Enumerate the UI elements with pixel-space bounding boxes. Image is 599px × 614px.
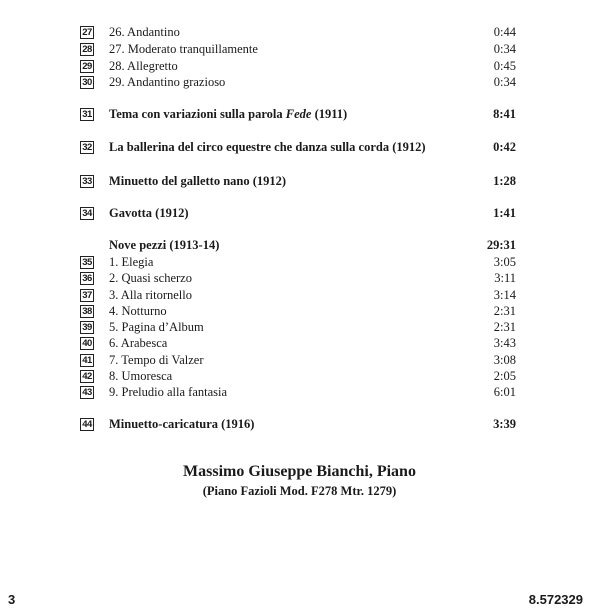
track-number-box: 41 bbox=[80, 354, 94, 367]
track-title: 9. Preludio alla fantasia bbox=[109, 385, 228, 399]
track-duration: 3:05 bbox=[493, 255, 516, 269]
track-title: 29. Andantino grazioso bbox=[109, 75, 226, 89]
track-row bbox=[80, 304, 516, 321]
track-number-box: 35 bbox=[80, 256, 94, 269]
track-row bbox=[80, 174, 516, 191]
track-number-box: 39 bbox=[80, 321, 94, 334]
track-title-prefix: Tema con variazioni sulla parola bbox=[109, 107, 286, 121]
track-row bbox=[80, 206, 516, 223]
track-duration: 3:39 bbox=[493, 417, 516, 431]
track-row bbox=[80, 271, 516, 288]
work-title: Nove pezzi (1913-14) bbox=[109, 238, 220, 252]
track-duration: 3:43 bbox=[493, 336, 516, 350]
track-title: 1. Elegia bbox=[109, 255, 154, 269]
work-total-duration: 29:31 bbox=[486, 238, 516, 252]
track-number-box: 37 bbox=[80, 289, 94, 302]
track-title: 3. Alla ritornello bbox=[109, 288, 192, 302]
track-number-box: 44 bbox=[80, 418, 94, 431]
track-row bbox=[80, 255, 516, 272]
track-number-box: 32 bbox=[80, 141, 94, 154]
track-title-italic: Fede bbox=[285, 107, 312, 121]
track-number-box: 31 bbox=[80, 108, 94, 121]
instrument-credit: (Piano Fazioli Mod. F278 Mtr. 1279) bbox=[202, 484, 397, 498]
track-duration: 3:11 bbox=[494, 271, 516, 285]
track-row bbox=[80, 288, 516, 305]
track-number-box: 28 bbox=[80, 43, 94, 56]
track-number-box: 30 bbox=[80, 76, 94, 89]
track-duration: 0:44 bbox=[493, 25, 516, 39]
track-number-box: 38 bbox=[80, 305, 94, 318]
track-duration: 2:05 bbox=[493, 369, 516, 383]
track-row bbox=[80, 320, 516, 337]
track-duration: 1:41 bbox=[493, 206, 516, 220]
track-duration: 3:14 bbox=[493, 288, 516, 302]
track-title: 28. Allegretto bbox=[109, 59, 178, 73]
track-number-box: 42 bbox=[80, 370, 94, 383]
track-number-box: 40 bbox=[80, 337, 94, 350]
track-duration: 0:34 bbox=[493, 42, 516, 56]
track-title: Minuetto-caricatura (1916) bbox=[109, 417, 255, 431]
track-title: 5. Pagina d’Album bbox=[109, 320, 204, 334]
track-title: 2. Quasi scherzo bbox=[109, 271, 192, 285]
performer-credit: Massimo Giuseppe Bianchi, Piano bbox=[183, 463, 416, 480]
track-title-suffix: (1911) bbox=[311, 107, 348, 121]
track-row bbox=[80, 25, 516, 42]
track-duration: 1:28 bbox=[493, 174, 516, 188]
track-duration: 3:08 bbox=[493, 353, 516, 367]
track-row bbox=[80, 336, 516, 353]
track-row bbox=[80, 369, 516, 386]
track-row bbox=[80, 59, 516, 76]
track-number-box: 36 bbox=[80, 272, 94, 285]
track-row bbox=[80, 42, 516, 59]
track-row bbox=[80, 353, 516, 370]
track-duration: 0:45 bbox=[493, 59, 516, 73]
track-number-box: 33 bbox=[80, 175, 94, 188]
track-duration: 8:41 bbox=[493, 107, 516, 121]
track-title: Minuetto del galletto nano (1912) bbox=[109, 174, 287, 188]
track-title: 27. Moderato tranquillamente bbox=[109, 42, 258, 56]
track-duration: 2:31 bbox=[493, 304, 516, 318]
track-title: 6. Arabesca bbox=[109, 336, 168, 350]
track-duration: 2:31 bbox=[493, 320, 516, 334]
track-title: 26. Andantino bbox=[109, 25, 180, 39]
track-number-box: 27 bbox=[80, 26, 94, 39]
track-title: 4. Notturno bbox=[109, 304, 167, 318]
track-title: 7. Tempo di Valzer bbox=[109, 353, 204, 367]
track-row bbox=[80, 140, 516, 157]
track-title bbox=[109, 107, 347, 122]
track-number-box: 29 bbox=[80, 60, 94, 73]
track-row bbox=[80, 417, 516, 434]
track-duration: 6:01 bbox=[493, 385, 516, 399]
track-row bbox=[80, 107, 516, 124]
track-title: Gavotta (1912) bbox=[109, 206, 189, 220]
work-header-row bbox=[80, 238, 516, 255]
track-row bbox=[80, 75, 516, 92]
catalog-number: 8.572329 bbox=[528, 592, 583, 607]
track-number-box: 43 bbox=[80, 386, 94, 399]
track-row bbox=[80, 385, 516, 402]
track-duration: 0:42 bbox=[493, 140, 516, 154]
page-number: 3 bbox=[8, 592, 16, 607]
track-title: 8. Umoresca bbox=[109, 369, 173, 383]
track-title: La ballerina del circo equestre che danza sulla corda (1912) bbox=[109, 140, 426, 154]
track-number-box: 34 bbox=[80, 207, 94, 220]
track-duration: 0:34 bbox=[493, 75, 516, 89]
